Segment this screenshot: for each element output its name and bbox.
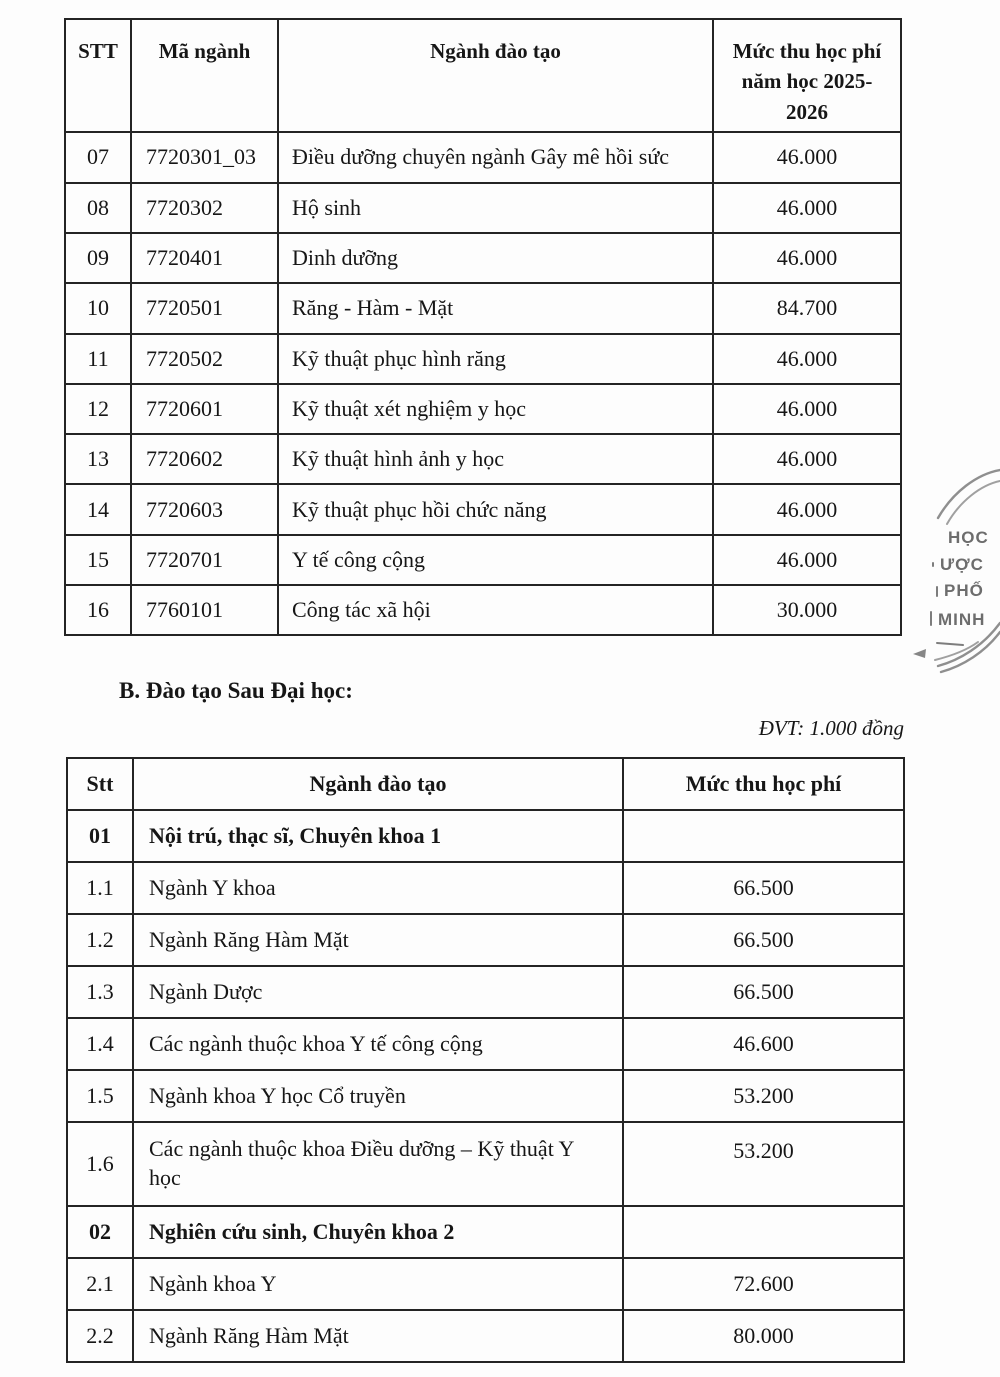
row-fee: 66.500 — [623, 966, 904, 1018]
row-code: 7720602 — [131, 434, 278, 484]
row-code: 7720601 — [131, 384, 278, 434]
unit-note: ĐVT: 1.000 đồng — [758, 716, 904, 740]
col-header-stt: Stt — [67, 758, 133, 810]
row-stt: 14 — [65, 484, 131, 534]
group-row — [67, 1206, 904, 1258]
row-major: Điều dưỡng chuyên ngành Gây mê hồi sức — [278, 132, 713, 182]
row-fee: 80.000 — [623, 1310, 904, 1362]
row-fee: 46.000 — [713, 132, 901, 182]
table-row — [65, 334, 901, 384]
section-b-heading: B. Đào tạo Sau Đại học: — [119, 678, 353, 703]
undergrad-header-row — [65, 19, 901, 132]
col-header-major: Ngành đào tạo — [278, 19, 713, 132]
row-fee: 46.000 — [713, 233, 901, 283]
row-major: Ngành Răng Hàm Mặt — [133, 914, 623, 966]
row-code: 7720502 — [131, 334, 278, 384]
stamp-text: HỌC — [948, 528, 989, 547]
table-row — [67, 914, 904, 966]
row-stt: 15 — [65, 535, 131, 585]
stamp-text: ƯỢC — [940, 555, 984, 574]
row-code: 7720302 — [131, 183, 278, 233]
row-stt: 1.1 — [67, 862, 133, 914]
row-stt: 2.1 — [67, 1258, 133, 1310]
row-major: Kỹ thuật xét nghiệm y học — [278, 384, 713, 434]
row-code: 7720501 — [131, 283, 278, 333]
col-header-code: Mã ngành — [131, 19, 278, 132]
stamp-arrow — [913, 649, 926, 658]
row-fee: 46.000 — [713, 384, 901, 434]
row-stt: 01 — [67, 810, 133, 862]
stamp-text: MINH — [938, 610, 986, 629]
row-fee: 53.200 — [623, 1122, 904, 1206]
table-row — [67, 1122, 904, 1206]
row-fee: 84.700 — [713, 283, 901, 333]
stamp-text: PHỐ — [944, 581, 984, 600]
row-stt: 12 — [65, 384, 131, 434]
table-row — [67, 1018, 904, 1070]
row-major: Kỹ thuật phục hồi chức năng — [278, 484, 713, 534]
table-row — [65, 384, 901, 434]
row-stt: 1.3 — [67, 966, 133, 1018]
table-row — [65, 484, 901, 534]
table-row — [67, 862, 904, 914]
table-row — [65, 132, 901, 182]
table-row — [65, 535, 901, 585]
row-fee: 46.000 — [713, 535, 901, 585]
row-major: Công tác xã hội — [278, 585, 713, 635]
postgrad-fee-table — [66, 757, 905, 1363]
row-fee: 46.000 — [713, 183, 901, 233]
row-stt: 13 — [65, 434, 131, 484]
row-fee: 72.600 — [623, 1258, 904, 1310]
row-code: 7720401 — [131, 233, 278, 283]
stamp-arc-top-outer — [938, 470, 1000, 518]
row-major: Các ngành thuộc khoa Y tế công cộng — [133, 1018, 623, 1070]
stamp-arc-top-inner — [947, 481, 1000, 524]
row-stt: 02 — [67, 1206, 133, 1258]
row-stt: 09 — [65, 233, 131, 283]
row-code: 7720301_03 — [131, 132, 278, 182]
col-header-fee: Mức thu học phí — [623, 758, 904, 810]
row-stt: 1.6 — [67, 1122, 133, 1206]
table-row — [65, 283, 901, 333]
row-fee — [623, 1206, 904, 1258]
row-major: Ngành khoa Y học Cổ truyền — [133, 1070, 623, 1122]
table-row — [67, 1070, 904, 1122]
undergrad-fee-table — [64, 18, 902, 636]
row-major: Kỹ thuật phục hình răng — [278, 334, 713, 384]
row-stt: 07 — [65, 132, 131, 182]
row-major: Ngành Dược — [133, 966, 623, 1018]
row-major: Răng - Hàm - Mặt — [278, 283, 713, 333]
row-fee — [623, 810, 904, 862]
row-major: Ngành Y khoa — [133, 862, 623, 914]
row-major: Hộ sinh — [278, 183, 713, 233]
official-stamp — [905, 460, 1000, 675]
row-code: 7720603 — [131, 484, 278, 534]
row-stt: 10 — [65, 283, 131, 333]
row-fee: 66.500 — [623, 862, 904, 914]
row-major: Ngành khoa Y — [133, 1258, 623, 1310]
table-row — [67, 1310, 904, 1362]
row-stt: 08 — [65, 183, 131, 233]
row-fee: 46.000 — [713, 334, 901, 384]
row-major: Các ngành thuộc khoa Điều dưỡng – Kỹ thuật Y học — [133, 1122, 623, 1206]
row-fee: 46.000 — [713, 434, 901, 484]
row-major: Ngành Răng Hàm Mặt — [133, 1310, 623, 1362]
postgrad-header-row — [67, 758, 904, 810]
row-stt: 1.2 — [67, 914, 133, 966]
row-stt: 1.5 — [67, 1070, 133, 1122]
table-row — [65, 434, 901, 484]
col-header-fee: Mức thu học phí năm học 2025-2026 — [713, 19, 901, 132]
row-major: Nội trú, thạc sĩ, Chuyên khoa 1 — [133, 810, 623, 862]
stamp-mark — [937, 643, 963, 645]
table-row — [65, 233, 901, 283]
row-fee: 30.000 — [713, 585, 901, 635]
table-row — [67, 1258, 904, 1310]
row-fee: 66.500 — [623, 914, 904, 966]
table-row — [67, 966, 904, 1018]
col-header-stt: STT — [65, 19, 131, 132]
group-row — [67, 810, 904, 862]
row-stt: 11 — [65, 334, 131, 384]
table-row — [65, 585, 901, 635]
row-stt: 2.2 — [67, 1310, 133, 1362]
row-fee: 46.600 — [623, 1018, 904, 1070]
row-stt: 16 — [65, 585, 131, 635]
table-row — [65, 183, 901, 233]
row-stt: 1.4 — [67, 1018, 133, 1070]
row-fee: 46.000 — [713, 484, 901, 534]
row-major: Nghiên cứu sinh, Chuyên khoa 2 — [133, 1206, 623, 1258]
row-major: Kỹ thuật hình ảnh y học — [278, 434, 713, 484]
col-header-major: Ngành đào tạo — [133, 758, 623, 810]
row-code: 7720701 — [131, 535, 278, 585]
row-major: Y tế công cộng — [278, 535, 713, 585]
row-code: 7760101 — [131, 585, 278, 635]
row-major: Dinh dưỡng — [278, 233, 713, 283]
row-fee: 53.200 — [623, 1070, 904, 1122]
